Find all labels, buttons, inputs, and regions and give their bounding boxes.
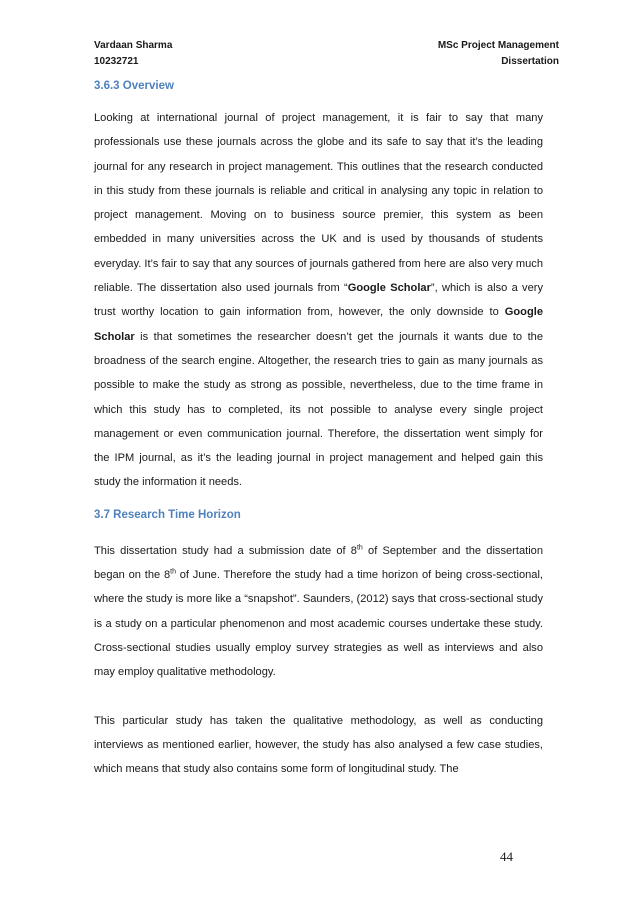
page-number: 44	[500, 849, 513, 864]
author-name: Vardaan Sharma	[94, 40, 173, 51]
header-left	[94, 38, 172, 70]
time-horizon-text-part-2: of September and the dissertation began on the 8	[94, 544, 544, 582]
student-id: 10232721	[94, 56, 139, 67]
document-type: Dissertation	[501, 56, 559, 67]
overview-text-part-1: Looking at international journal of project management, it is fair to say that many professionals use these journals across the globe and its safe to say that it’s the leading journal for any research in project management. This outlines that the research conducted in this study from these journals is reliable and critical in analysing any topic in relation to project management. Moving on to business source premier, this system as been embedded in many universities across the UK and is used by thousands of students everyday. It’s fair to say that any sources of journals gathered from here are also very much reliable. The dissertation also used journals from “	[94, 112, 543, 295]
time-horizon-paragraph-2: This particular study has taken the qualitative methodology, as well as conducting interviews as mentioned earlier, however, the study has also analysed a few case studies, which means that study also contains some form of longitudinal study. The	[94, 714, 543, 776]
ordinal-suffix: th	[356, 544, 363, 552]
overview-paragraph	[94, 106, 543, 495]
google-scholar-term: Google Scholar	[94, 306, 543, 343]
section-heading-time-horizon: 3.7 Research Time Horizon	[94, 508, 241, 521]
section-heading-overview: 3.6.3 Overview	[94, 80, 174, 92]
course-name: MSc Project Management	[437, 40, 559, 51]
header-right	[438, 38, 559, 70]
overview-text-part-3: is that sometimes the researcher doesn’t get the journals it wants due to the broadness of the search engine. Altogether, the research tries to gain as many journals as possible to make the study as strong as possible, nevertheless, due to the time frame in which this study has to completed, its not possible to analyse every single project management or even communication journal. Therefore, the dissertation went simply for the IPM journal, as it’s the leading journal in project management and helped gain this study the information it needs.	[94, 330, 543, 489]
google-scholar-term: Google Scholar	[347, 282, 431, 295]
paragraph-gap	[94, 685, 543, 709]
time-horizon-paragraph-1	[94, 539, 543, 685]
ordinal-suffix: th	[170, 568, 176, 576]
document-body	[94, 76, 543, 781]
time-horizon-text-part-1: This dissertation study had a submission date of 8	[94, 544, 357, 557]
overview-text-part-2: ”, which is also a very trust worthy location to gain information from, however, the only downside to	[94, 282, 544, 319]
time-horizon-text-part-3: of June. Therefore the study had a time horizon of being cross-sectional, where the study is more like a “snapshot”. Saunders, (2012) says that cross-sectional study is a study on a particular phenomenon and most academic courses undertake these study. Cross-sectional studies usually employ survey strategies as well as interviews and also may employ qualitative methodology.	[94, 569, 544, 679]
